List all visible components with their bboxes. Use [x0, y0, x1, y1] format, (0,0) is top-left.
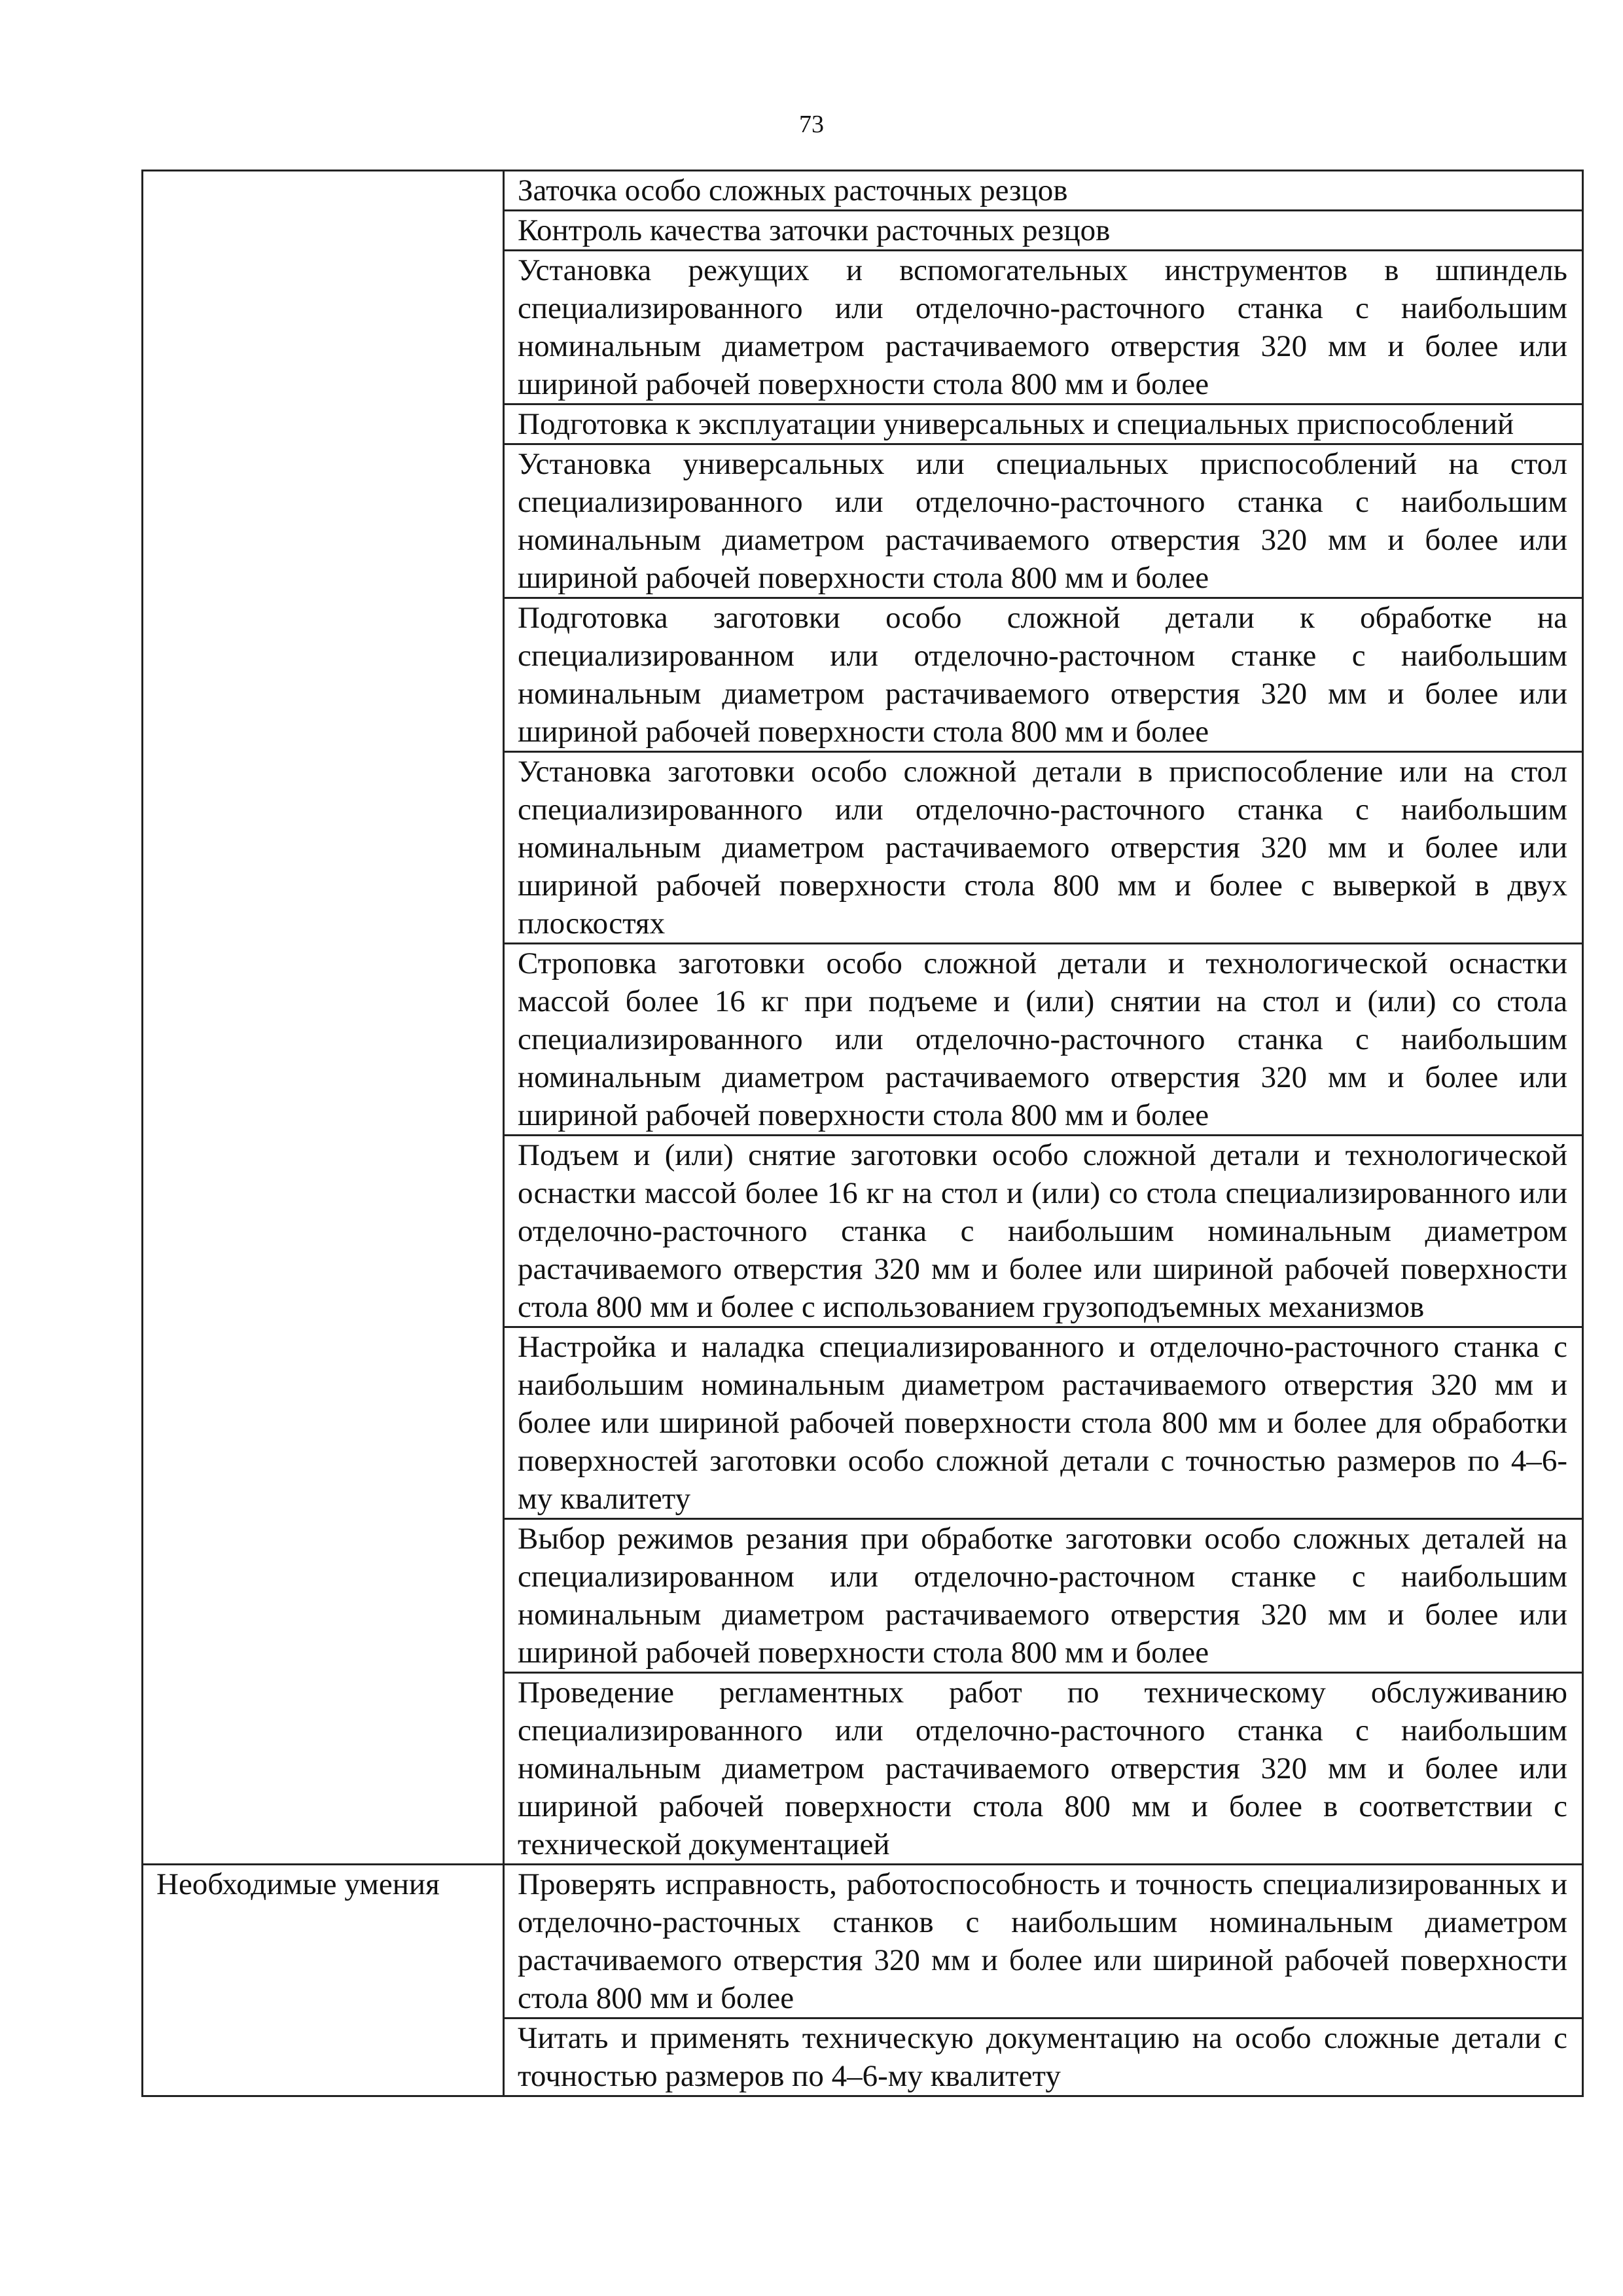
requirements-table: [141, 170, 1584, 2097]
table-cell: Подготовка к эксплуатации универсальных и специальных приспособлений: [504, 404, 1583, 444]
table-cell: Установка заготовки особо сложной детали в приспособление или на стол специализированного или отделочно-расточного станка с наибольшим номинальным диаметром растачиваемого отверстия 320 мм и более или шириной рабочей поверхности стола 800 мм и более с выверкой в двух плоскостях: [504, 752, 1583, 944]
table-cell: Установка режущих и вспомогательных инструментов в шпиндель специализированного или отделочно-расточного станка с наибольшим номинальным диаметром растачиваемого отверстия 320 мм и более или шириной рабочей поверхности стола 800 мм и более: [504, 251, 1583, 404]
table-cell: Выбор режимов резания при обработке заготовки особо сложных деталей на специализированном или отделочно-расточном станке с наибольшим номинальным диаметром растачиваемого отверстия 320 мм и более или шириной рабочей поверхности стола 800 мм и более: [504, 1519, 1583, 1673]
table-cell: Заточка особо сложных расточных резцов: [504, 171, 1583, 211]
row-group-label: Необходимые умения: [143, 1865, 504, 2096]
table-row: [143, 171, 1583, 211]
table-cell: Читать и применять техническую документацию на особо сложные детали с точностью размеров по 4–6-му квалитету: [504, 2018, 1583, 2096]
table-cell: Проведение регламентных работ по техническому обслуживанию специализированного или отделочно-расточного станка с наибольшим номинальным диаметром растачиваемого отверстия 320 мм и более или шириной рабочей поверхности стола 800 мм и более в соответствии с технической документацией: [504, 1673, 1583, 1865]
page-number: 73: [799, 111, 824, 138]
row-group-label: [143, 171, 504, 1865]
table-cell: Проверять исправность, работоспособность и точность специализированных и отделочно-расточных станков с наибольшим номинальным диаметром растачиваемого отверстия 320 мм и более или шириной рабочей поверхности стола 800 мм и более: [504, 1865, 1583, 2018]
table-cell: Контроль качества заточки расточных резцов: [504, 211, 1583, 251]
table-cell: Строповка заготовки особо сложной детали и технологической оснастки массой более 16 кг при подъеме и (или) снятии на стол и (или) со стола специализированного или отделочно-расточного станка с наибольшим номинальным диаметром растачиваемого отверстия 320 мм и более или шириной рабочей поверхности стола 800 мм и более: [504, 944, 1583, 1136]
table-cell: Настройка и наладка специализированного и отделочно-расточного станка с наибольшим номинальным диаметром растачиваемого отверстия 320 мм и более или шириной рабочей поверхности стола 800 мм и более для обработки поверхностей заготовки особо сложной детали с точностью размеров по 4–6-му квалитету: [504, 1327, 1583, 1519]
table-cell: Подъем и (или) снятие заготовки особо сложной детали и технологической оснастки массой более 16 кг на стол и (или) со стола специализированного или отделочно-расточного станка с наибольшим номинальным диаметром растачиваемого отверстия 320 мм и более или шириной рабочей поверхности стола 800 мм и более с использованием грузоподъемных механизмов: [504, 1136, 1583, 1327]
table-cell: Установка универсальных или специальных приспособлений на стол специализированного или отделочно-расточного станка с наибольшим номинальным диаметром растачиваемого отверстия 320 мм и более или шириной рабочей поверхности стола 800 мм и более: [504, 444, 1583, 598]
table-cell: Подготовка заготовки особо сложной детали к обработке на специализированном или отделочно-расточном станке с наибольшим номинальным диаметром растачиваемого отверстия 320 мм и более или шириной рабочей поверхности стола 800 мм и более: [504, 598, 1583, 752]
table-row: [143, 1865, 1583, 2018]
